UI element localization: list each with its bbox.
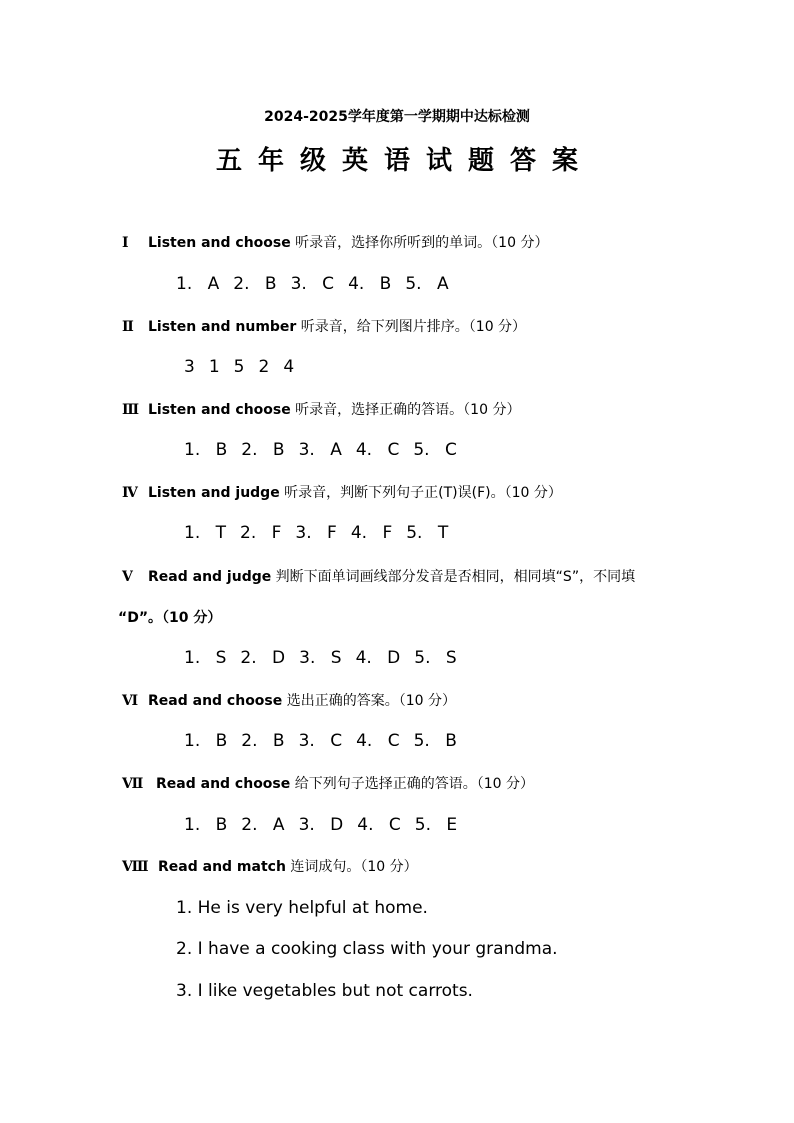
answer-item: 3. C	[290, 274, 335, 294]
answer-item: 5. A	[405, 274, 449, 294]
answer-item: 1. B	[184, 731, 228, 751]
section-number: Ⅷ	[122, 859, 149, 875]
answer-item: 4. C	[355, 440, 400, 460]
answer-item: 2. F	[240, 523, 282, 543]
section-title-en: Listen and judge	[148, 485, 280, 501]
section-title-en: Read and choose	[148, 693, 283, 709]
answer-item: 1. S	[184, 648, 227, 668]
section-4-answers	[184, 523, 462, 543]
section-number: Ⅰ	[122, 235, 129, 251]
section-title-zh: 听录音，选择正确的答语。（10 分）	[290, 402, 521, 418]
section-number: Ⅶ	[122, 776, 144, 792]
section-number: Ⅱ	[122, 319, 134, 335]
answer-item: 4. D	[355, 648, 401, 668]
section-title-en: Listen and choose	[148, 235, 291, 251]
section-6-answers	[184, 731, 471, 751]
section-title-zh: 听录音，选择你所听到的单词。（10 分）	[290, 235, 549, 251]
answer-item: 5. S	[414, 648, 457, 668]
answer-item: 3	[184, 357, 195, 377]
sentence-1: 1. He is very helpful at home.	[176, 898, 428, 918]
section-2-heading	[122, 316, 526, 336]
section-title-zh-continued: “D”。（10 分）	[118, 610, 222, 626]
section-number: Ⅲ	[122, 402, 140, 418]
answer-item: 4. C	[356, 731, 400, 751]
section-title-en: Listen and number	[148, 319, 297, 335]
answer-item: 3. C	[298, 731, 343, 751]
answer-item: 5. E	[414, 815, 458, 835]
section-title-en: Read and judge	[148, 569, 272, 585]
section-title-en: Read and match	[158, 859, 286, 875]
section-1-heading	[122, 232, 548, 252]
answer-item: 2. B	[241, 731, 285, 751]
section-5-heading	[122, 566, 635, 586]
answer-item: 3. F	[295, 523, 337, 543]
answer-item: 1. A	[176, 274, 220, 294]
section-number: Ⅴ	[122, 569, 133, 585]
answer-item: 3. D	[298, 815, 344, 835]
page-title: 五年级英语试题答案	[215, 146, 594, 176]
section-title-zh: 听录音，判断下列句子正(T)误(F)。（10 分）	[279, 485, 562, 501]
section-title-en: Listen and choose	[148, 402, 291, 418]
answer-item: 4. B	[348, 274, 392, 294]
section-5-heading-continued	[118, 607, 221, 627]
answer-item: 1. B	[184, 440, 228, 460]
answer-item: 5. T	[406, 523, 449, 543]
answer-item: 2. B	[241, 440, 285, 460]
answer-item: 5	[233, 357, 245, 377]
answer-item: 1	[208, 357, 220, 377]
section-1-answers	[176, 274, 463, 294]
answer-item: 1. T	[184, 523, 227, 543]
section-number: Ⅵ	[122, 693, 139, 709]
answer-item: 2. D	[240, 648, 286, 668]
answer-item: 5. B	[413, 731, 457, 751]
answer-item: 2	[258, 357, 270, 377]
section-6-heading	[122, 690, 456, 710]
section-title-zh: 听录音，给下列图片排序。（10 分）	[296, 319, 527, 335]
section-3-heading	[122, 399, 520, 419]
section-title-zh: 选出正确的答案。（10 分）	[282, 693, 456, 709]
answer-item: 4	[283, 357, 295, 377]
section-2-answers	[184, 357, 308, 377]
answer-item: 5. C	[413, 440, 457, 460]
exam-subtitle: 2024-2025学年度第一学期期中达标检测	[264, 109, 530, 125]
answer-item: 3. S	[299, 648, 342, 668]
answer-item: 2. B	[233, 274, 277, 294]
sentence-2: 2. I have a cooking class with your grandma.	[176, 939, 558, 959]
section-number: Ⅳ	[122, 485, 138, 501]
sentence-3: 3. I like vegetables but not carrots.	[176, 981, 473, 1001]
section-title-zh: 给下列句子选择正确的答语。（10 分）	[290, 776, 534, 792]
answer-item: 4. F	[350, 523, 393, 543]
section-7-heading	[122, 773, 534, 793]
section-title-en: Read and choose	[156, 776, 291, 792]
section-5-answers	[184, 648, 471, 668]
section-title-zh: 连词成句。（10 分）	[285, 859, 418, 875]
section-title-zh: 判断下面单词画线部分发音是否相同，相同填“S”，不同填	[271, 569, 636, 585]
answer-item: 1. B	[184, 815, 228, 835]
section-7-answers	[184, 815, 471, 835]
section-3-answers	[184, 440, 471, 460]
answer-item: 3. A	[298, 440, 342, 460]
answer-item: 4. C	[357, 815, 401, 835]
section-8-heading	[122, 856, 418, 876]
section-4-heading	[122, 482, 562, 502]
answer-item: 2. A	[241, 815, 285, 835]
